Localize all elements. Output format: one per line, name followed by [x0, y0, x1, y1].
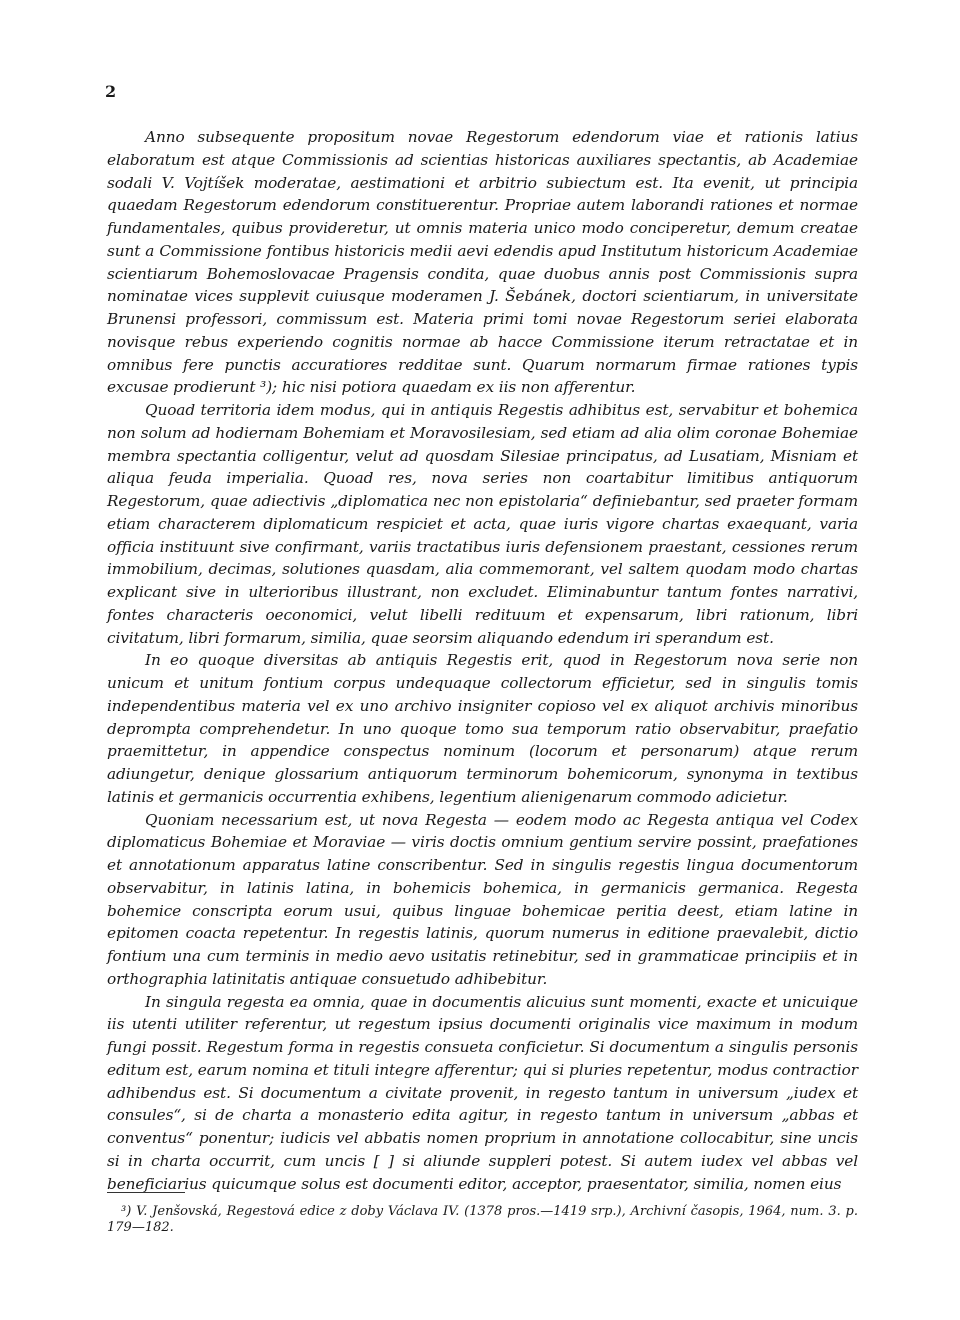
page-number: 2 [105, 82, 117, 101]
paragraph: Quoniam necessarium est, ut nova Regesta — eodem modo ac Regesta antiqua vel Codex diplomaticus Bohemiae et Moraviae — viris doctis omnium gentium servire possint, praefationes et annotationum apparatus latine conscribentur. Sed in singulis regestis lingua documentorum observabitur, in latinis latina, in bohemicis bohemica, in germanicis germanica. Regesta bohemice conscripta eorum usui, quibus linguae bohemicae peritia deest, etiam latine in epitomen coacta repetentur. In regestis latinis, quorum numerus in editione praevalebit, dictio fontium una cum terminis in medio aevo usitatis retinebitur, sed in grammaticae principiis et in orthographia latinitatis antiquae consuetudo adhibebitur. [107, 810, 858, 988]
paragraph: In singula regesta ea omnia, quae in documentis alicuius sunt momenti, exacte et unicuique iis utenti utiliter referentur, ut regestum ipsius documenti originalis vice maximum in modum fungi possit. Regestum forma in regestis consueta conficietur. Si documentum a singulis personis editum est, earum nomina et tituli integre afferentur; qui si pluries repetentur, modus contractior adhibendus est. Si documentum a civitate provenit, in regesto tantum in universum „iudex et consules“, si de charta a monasterio edita agitur, in regesto tantum in universum „abbas et conventus“ ponentur; iudicis vel abbatis nomen proprium in annotatione collocabitur, sine uncis si in charta occurrit, cum uncis [ ] si aliunde suppleri potest. Si autem iudex vel abbas vel beneficiarius quicumque solus est documenti editor, acceptor, praesentator, similia, nomen eius [107, 992, 858, 1193]
paragraph: Anno subsequente propositum novae Regestorum edendorum viae et rationis latius elaboratum est atque Commissionis ad scientias historicas auxiliares spectantis, ab Academiae sodali V. Vojtíšek moderatae, aestimationi et arbitrio subiectum est. Ita evenit, ut principia quaedam Regestorum edendorum constituerentur. Propriae autem laborandi rationes et normae fundamentales, quibus provideretur, ut omnis materia unico modo conciperetur, demum creatae sunt a Commissione fontibus historicis medii aevi edendis apud Institutum historicum Academiae scientiarum Bohemoslovacae Pragensis condita, quae duobus annis post Commissionis supra nominatae vices supplevit cuiusque moderamen J. Šebánek, doctori scientiarum, in universitate Brunensi professori, commissum est. Materia primi tomi novae Regestorum seriei elaborata novisque rebus experiendo cognitis normae ab hacce Commissione iterum retractatae et in omnibus fere punctis accuratiores redditae sunt. Quarum normarum firmae rationes typis excusae prodierunt ³); hic nisi potiora quaedam ex iis non afferentur. [107, 128, 858, 397]
footnote [107, 1204, 858, 1236]
main-text [107, 126, 858, 1195]
paragraph: Quoad territoria idem modus, qui in antiquis Regestis adhibitus est, servabitur et bohemica non solum ad hodiernam Bohemiam et Moravosilesiam, sed etiam ad alia olim coronae Bohemiae membra spectantia colligentur, velut ad quosdam Silesiae principatus, ad Lusatiam, Misniam et aliqua feuda imperialia. Quoad res, nova series non coartabitur limitibus antiquorum Regestorum, quae adiectivis „diplomatica nec non epistolaria“ definiebantur, sed praeter formam etiam characterem diplomaticum respiciet et acta, quae iuris vigore chartas exaequant, varia officia instituunt sive confirmant, variis tractatibus iuris defensionem praestant, cessiones rerum immobilium, decimas, solutiones quasdam, alia commemorant, vel saltem quodam modo chartas explicant sive in ulterioribus illustrant, non excludet. Eliminabuntur tantum fontes narrativi, fontes characteris oeconomici, velut libelli redituum et expensarum, libri rationum, libri civitatum, libri formarum, similia, quae seorsim aliquando edendum iri sperandum est. [107, 401, 858, 647]
footnote-text: ³) V. Jenšovská, Regestová edice z doby Václava IV. (1378 pros.—1419 srp.), Archivní časopis, 1964, num. 3. p. 179—182. [107, 1204, 858, 1235]
footnote-divider [107, 1192, 185, 1193]
paragraph: In eo quoque diversitas ab antiquis Regestis erit, quod in Regestorum nova serie non unicum et unitum fontium corpus undequaque collectorum efficietur, sed in singulis tomis independentibus materia vel ex uno archivo insigniter copioso vel ex aliquot archivis minoribus deprompta comprehendetur. In uno quoque tomo sua temporum ratio observabitur, praefatio praemittetur, in appendice conspectus nominum (locorum et personarum) atque rerum adiungetur, denique glossarium antiquorum terminorum bohemicorum, synonyma in textibus latinis et germanicis occurrentia exhibens, legentium alienigenarum commodo adicietur. [107, 651, 858, 806]
